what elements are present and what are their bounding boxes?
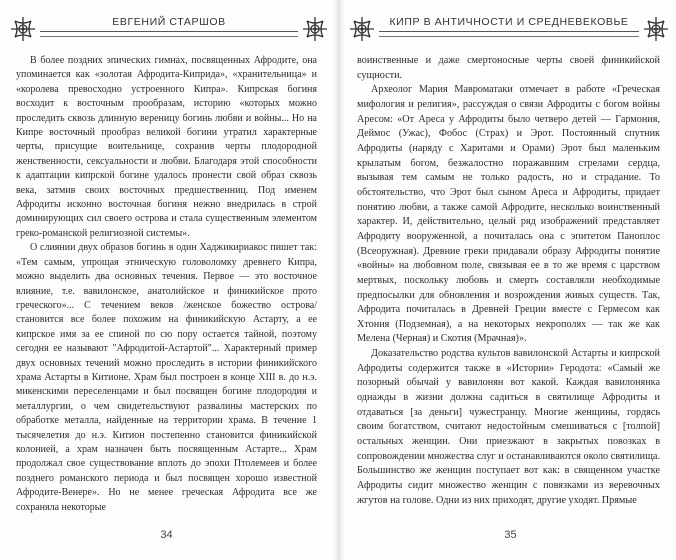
running-head-author: ЕВГЕНИЙ СТАРШОВ (112, 16, 226, 28)
left-page (0, 0, 333, 560)
paragraph: воинственные и даже смертоносные черты своей финикийской сущности. (357, 55, 660, 81)
paragraph: Археолог Мария Мавроматаки отмечает в работе «Греческая мифология и религия», рассуждая о связи Афродиты с богом войны Аресом: «От Ареса у Афродиты было четверо детей — Гармония, Деймос (Ужас), Фобос (Страх) и Эрот. Постоянный спутник Афродиты (наряду с Харитами и Орами) Эрот был маленьким крылатым богом, безжалостно поражавшим стрелами сердца, вызывая тем самым не только радость, но и страдание. То обстоятельство, что Эрот был сыном Ареса и Афродиты, придает понятию любви, а также самой Афродите, несколько воинственный характер. И, действительно, целый ряд изображений представляет Афродиту вооруженной, а почиталась она с эпитетом Паноплос (Всеоружная). Древние греки придавали образу Афродиты понятие «войны» на любовном поле, связывая ее в то же время с царством мертвых, поскольку любовь и смерть составляли необходимые предпосылки для обновления и возрождения живых существ. Так, Афродита почиталась в Древней Греции вместе с Гермесом как Хтония (Подземная), а на некоторых некрополях — так же как Мелена (Черная) и Скотия (Мрачная)». (357, 84, 660, 345)
paragraph: В более поздних эпических гимнах, посвященных Афродите, она упоминается как «золотая Афродита-Киприда», «хранительница» и «королева превосходно устроенного Кипра». Кипрская богиня восходит к восточным прообразам, историю «которых можно проследить сквозь длинную вереницу богинь любви и войны... Но на Кипре восточный прообраз великой богини утратил характерные черты, присущие воительнице, сохранив черты плодородной женственности, сексуальности и любви. Благодаря этой способности к адаптации кипрской богине удалось пронести свой образ сквозь века, затмив своих восточных предшественниц. Под именем Афродиты исконно восточная богиня нежно внедрилась в строй доминирующих сил своего острова и стала существенным элементом греко-романской религиозной системы». (16, 55, 317, 239)
paragraph: О слиянии двух образов богинь в один Хаджикириакос пишет так: «Тем самым, упрощая этническую головоломку древнего Кипра, можно выделить два основных течения. Первое — это восточное влияние, т.е. вавилонское, анатолийское и финикийское прото греческого»... С течением веков /женское божество острова/ становится все более похожим на финикийскую Астарту, а ее кипрское имя за ее спиной по сю пору остается тайной, поэтому сегодня ее называют "Афродитой-Астартой"... Характерный пример двух основных течений можно проследить в истории финикийского храма Астарты в Китионе. Храм был построен в конце XIII в. до н.э. микенскими переселенцами и был посвящен богине плодородия и металлургии, о чем свидетельствуют развалины мастерских по обработке металла, найденные на территории храма. В течение 1 тысячелетия до н.э. Китион постепенно становится финикийской колонией, а храм назначен быть посвященным Астарте... Храм продолжал свое существование вплоть до эпохи Птолемеев и более позднего романского периода и был посвящен хорошо известной Афродите-Венере». Но не менее греческая Афродита все же сохраняла некоторые (16, 242, 317, 513)
right-page-header (349, 10, 669, 50)
left-page-header (10, 10, 328, 50)
page-number: 34 (160, 529, 173, 541)
right-page (345, 0, 676, 560)
paragraph: Доказательство родства культов вавилонской Астарты и кипрской Афродиты содержится также в «Истории» Геродота: «Самый же позорный обычай у вавилонян вот какой. Каждая вавилонянка однажды в жизни должна садиться в святилище Афродиты и отдаваться [за деньги] чужестранцу. Многие женщины, гордясь своим богатством, считают недостойным смешиваться с [толпой] остальных женщин. Они приезжают в закрытых повозках в сопровождении множества слуг и останавливаются около святилища. Большинство же женщин поступает вот как: в священном участке Афродиты сидит множество женщин с повязками из веревочных жгутов на голове. Одни из них приходят, другие уходят. Прямые (357, 348, 660, 506)
running-head-title: КИПР В АНТИЧНОСТИ И СРЕДНЕВЕКОВЬЕ (389, 16, 629, 28)
right-page-body (357, 54, 660, 508)
page-number: 35 (504, 529, 517, 541)
book-gutter (333, 0, 345, 560)
left-page-body (16, 54, 317, 515)
